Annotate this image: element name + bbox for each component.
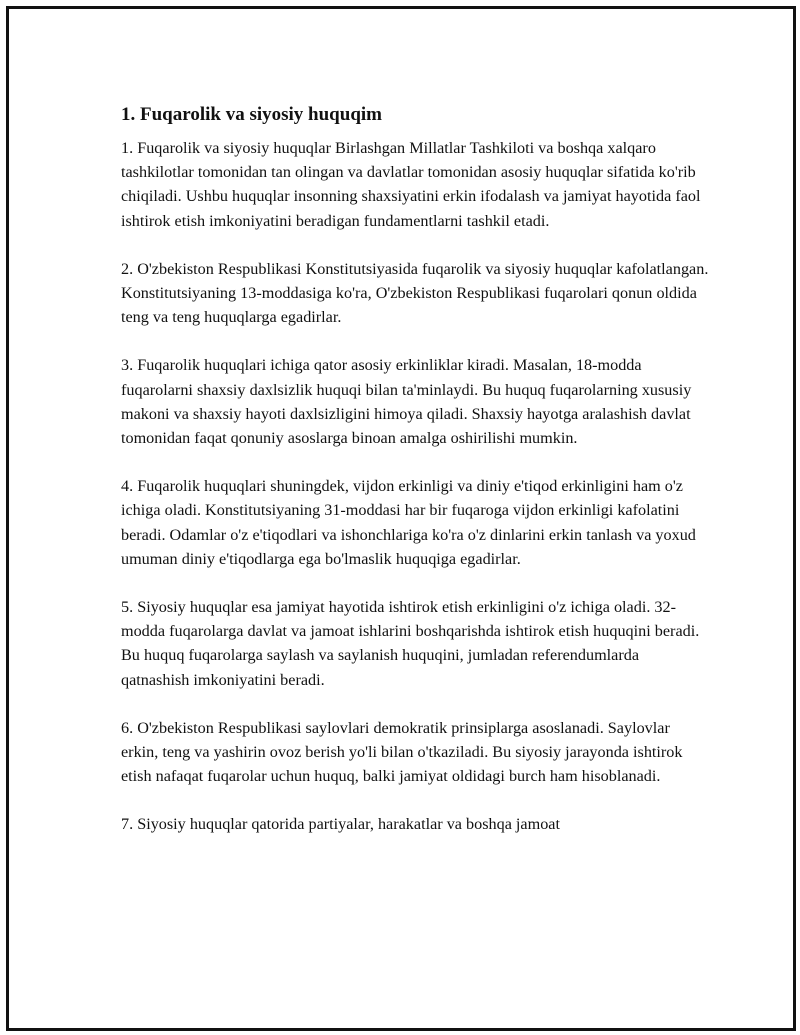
paragraph-7: 7. Siyosiy huquqlar qatorida partiyalar, harakatlar va boshqa jamoat	[121, 815, 560, 834]
paragraph-1: 1. Fuqarolik va siyosiy huquqlar Birlashgan Millatlar Tashkiloti va boshqa xalqaro tashkilotlar tomonidan tan olingan va davlatlar tomonidan asosiy huquqlar sifatida ko'rib chiqiladi. Ushbu huquqlar insonning shaxsiyatini erkin ifodalash va jamiyat hayotida faol ishtirok etish imkoniyatini beradigan fundamentlarni tashkil etadi.	[121, 139, 701, 230]
paragraph-2: 2. O'zbekiston Respublikasi Konstitutsiyasida fuqarolik va siyosiy huquqlar kafolatlangan. Konstitutsiyaning 13-moddasiga ko'ra, O'zbekiston Respublikasi fuqarolari qonun oldida teng va teng huquqlarga egadirlar.	[121, 259, 709, 327]
paragraph-4: 4. Fuqarolik huquqlari shuningdek, vijdon erkinligi va diniy e'tiqod erkinligini ham o'z ichiga oladi. Konstitutsiyaning 31-moddasi har bir fuqaroga vijdon erkinligi kafolatini beradi. Odamlar o'z e'tiqodlari va ishonchlariga ko'ra o'z dinlarini erkin tanlash va yoxud umuman diniy e'tiqodlarga ega bo'lmaslik huquqiga egadirlar.	[121, 477, 696, 568]
page-frame	[6, 6, 796, 1031]
paragraph-6: 6. O'zbekiston Respublikasi saylovlari demokratik prinsiplarga asoslanadi. Saylovlar erkin, teng va yashirin ovoz berish yo'li bilan o'tkaziladi. Bu siyosiy jarayonda ishtirok etish nafaqat fuqarolar uchun huquq, balki jamiyat oldidagi burch ham hisoblanadi.	[121, 718, 683, 786]
paragraph-5: 5. Siyosiy huquqlar esa jamiyat hayotida ishtirok etish erkinligini o'z ichiga oladi. 32-modda fuqarolarga davlat va jamoat ishlarini boshqarishda ishtirok etish huquqini beradi. Bu huquq fuqarolarga saylash va saylanish huquqini, jumladan referendumlarda qatnashish imkoniyatini beradi.	[121, 598, 700, 689]
paragraph-3: 3. Fuqarolik huquqlari ichiga qator asosiy erkinliklar kiradi. Masalan, 18-modda fuqarolarni shaxsiy daxlsizlik huquqi bilan ta'minlaydi. Bu huquq fuqarolarning xususiy makoni va shaxsiy hayoti daxlsizligini himoya qiladi. Shaxsiy hayotga aralashish davlat tomonidan faqat qonuniy asoslarga binoan amalga oshirilishi mumkin.	[121, 356, 692, 448]
document-body	[121, 101, 711, 861]
section-heading: 1. Fuqarolik va siyosiy huquqim	[121, 104, 382, 125]
